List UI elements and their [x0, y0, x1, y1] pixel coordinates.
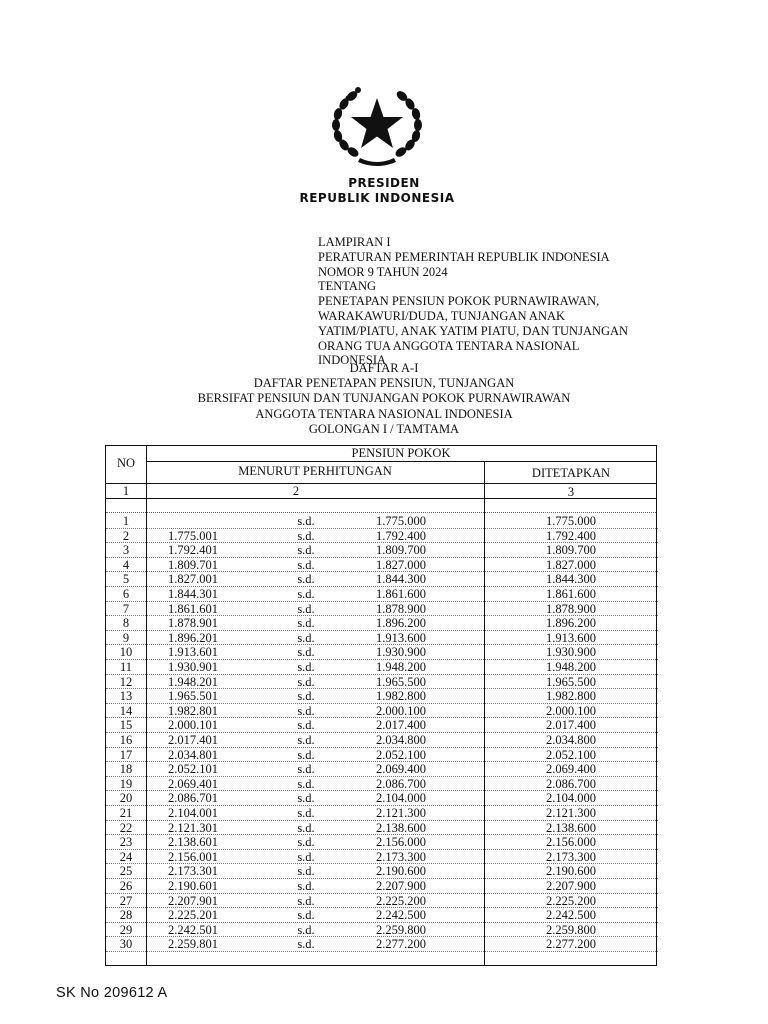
- row-to: 1.965.500: [376, 674, 426, 689]
- row-no: 2: [122, 528, 130, 543]
- list-title-line: GOLONGAN I / TAMTAMA: [308, 421, 460, 436]
- row-set: 1.827.000: [546, 557, 596, 572]
- table-row: [106, 748, 658, 763]
- row-from: 1.896.201: [168, 630, 218, 645]
- row-no: 15: [119, 718, 133, 733]
- table-row: [106, 777, 658, 792]
- row-to: 2.121.300: [376, 806, 426, 820]
- row-set: 2.207.900: [546, 879, 596, 893]
- row-no: 14: [119, 703, 133, 718]
- row-from: 2.017.401: [168, 733, 218, 747]
- table-row: [106, 704, 658, 719]
- row-set: 1.809.700: [546, 543, 596, 558]
- row-no: 4: [122, 557, 130, 572]
- row-from: 1.965.501: [168, 689, 218, 704]
- row-set: 1.913.600: [546, 630, 596, 645]
- attachment-line: NOMOR 9 TAHUN 2024: [318, 264, 448, 279]
- row-sd: s.d.: [297, 514, 315, 528]
- row-set: 1.896.200: [546, 616, 596, 631]
- row-sd: s.d.: [297, 776, 315, 791]
- table-row: [106, 850, 658, 865]
- table-row: [106, 660, 658, 675]
- row-sd: s.d.: [297, 922, 315, 937]
- row-to: 2.034.800: [376, 733, 426, 747]
- row-to: 1.861.600: [376, 587, 426, 601]
- row-to: 2.069.400: [376, 762, 426, 777]
- list-title-line: DAFTAR A-I: [349, 361, 419, 375]
- row-no: 25: [119, 864, 133, 879]
- row-to: 2.000.100: [376, 703, 426, 718]
- row-to: 1.930.900: [376, 645, 426, 660]
- row-set: 2.225.200: [546, 893, 596, 908]
- row-to: 2.156.000: [376, 835, 426, 850]
- table-row: [106, 602, 658, 617]
- row-from: 2.069.401: [168, 776, 218, 791]
- row-to: 1.827.000: [376, 557, 426, 572]
- row-sd: s.d.: [297, 835, 315, 850]
- row-set: 2.104.000: [546, 791, 596, 806]
- row-sd: s.d.: [297, 937, 315, 952]
- table-row: [106, 894, 658, 909]
- attachment-line: PENETAPAN PENSIUN POKOK PURNAWIRAWAN,: [318, 294, 600, 309]
- row-from: 2.173.301: [168, 864, 218, 879]
- table-row: [106, 587, 658, 602]
- attachment-line: TENTANG: [318, 279, 377, 294]
- table-row: [106, 616, 658, 631]
- row-sd: s.d.: [297, 747, 315, 762]
- row-no: 10: [119, 645, 133, 660]
- row-set: 1.844.300: [546, 572, 596, 587]
- table-row: [106, 514, 658, 529]
- row-to: 2.017.400: [376, 718, 426, 733]
- row-sd: s.d.: [297, 791, 315, 806]
- row-no: 7: [122, 601, 130, 616]
- row-sd: s.d.: [297, 820, 315, 835]
- row-no: 8: [122, 616, 130, 631]
- table-row: [106, 762, 658, 777]
- row-set: 2.138.600: [546, 820, 596, 835]
- table-row: [106, 572, 658, 587]
- row-set: 2.069.400: [546, 762, 596, 777]
- row-no: 23: [119, 835, 133, 850]
- row-set: 2.259.800: [546, 922, 596, 937]
- row-to: 2.086.700: [376, 776, 426, 791]
- table-row: [106, 558, 658, 573]
- table-row: [106, 689, 658, 704]
- row-set: 1.861.600: [546, 587, 596, 601]
- row-to: 2.225.200: [376, 893, 426, 908]
- row-from: 1.809.701: [168, 557, 218, 572]
- row-to: 2.190.600: [376, 864, 426, 879]
- row-sd: s.d.: [297, 849, 315, 864]
- row-from: 1.792.401: [168, 543, 218, 558]
- row-no: 1: [122, 514, 130, 528]
- header-calc: MENURUT PERHITUNGAN: [238, 464, 392, 478]
- table-row: [106, 543, 658, 558]
- row-set: 2.000.100: [546, 703, 596, 718]
- row-to: 1.792.400: [376, 528, 426, 543]
- row-set: 1.775.000: [546, 514, 596, 528]
- row-no: 22: [119, 820, 133, 835]
- row-no: 26: [119, 879, 133, 893]
- table-row: [106, 791, 658, 806]
- header-title-republic: REPUBLIK INDONESIA: [299, 191, 455, 205]
- row-set: 2.121.300: [546, 806, 596, 820]
- row-to: 1.878.900: [376, 601, 426, 616]
- row-to: 2.052.100: [376, 747, 426, 762]
- header-set: DITETAPKAN: [531, 466, 611, 480]
- row-set: 2.086.700: [546, 776, 596, 791]
- row-sd: s.d.: [297, 762, 315, 777]
- row-to: 1.982.800: [376, 689, 426, 704]
- row-from: 1.930.901: [168, 660, 218, 674]
- table-row: [106, 864, 658, 879]
- row-from: 1.878.901: [168, 616, 218, 631]
- header-col-2: 2: [292, 484, 300, 498]
- table-row: [106, 879, 658, 894]
- row-no: 20: [119, 791, 133, 806]
- attachment-line: ORANG TUA ANGGOTA TENTARA NASIONAL: [318, 338, 580, 353]
- row-from: 2.225.201: [168, 908, 218, 923]
- list-title-line: ANGGOTA TENTARA NASIONAL INDONESIA: [255, 406, 513, 421]
- row-set: 2.277.200: [546, 937, 596, 952]
- row-no: 29: [119, 922, 133, 937]
- table-row: [106, 835, 658, 850]
- row-sd: s.d.: [297, 660, 315, 674]
- table-row: [106, 806, 658, 821]
- row-from: 2.052.101: [168, 762, 218, 777]
- row-to: 1.844.300: [376, 572, 426, 587]
- row-no: 28: [119, 908, 133, 923]
- row-set: 2.242.500: [546, 908, 596, 923]
- row-from: 1.844.301: [168, 587, 218, 601]
- row-from: 2.242.501: [168, 922, 218, 937]
- row-to: 2.242.500: [376, 908, 426, 923]
- row-no: 16: [119, 733, 133, 747]
- row-sd: s.d.: [297, 616, 315, 631]
- row-no: 13: [119, 689, 133, 704]
- row-from: 1.861.601: [168, 601, 218, 616]
- row-sd: s.d.: [297, 572, 315, 587]
- laurel-right: [394, 89, 422, 159]
- list-title-block: [0, 361, 768, 437]
- row-sd: s.d.: [297, 557, 315, 572]
- attachment-line: LAMPIRAN I: [318, 235, 391, 249]
- row-to: 1.948.200: [376, 660, 426, 674]
- row-no: 17: [119, 747, 133, 762]
- row-sd: s.d.: [297, 543, 315, 558]
- row-sd: s.d.: [297, 733, 315, 747]
- row-from: 2.000.101: [168, 718, 218, 733]
- attachment-block: [318, 235, 628, 368]
- laurel-left: [332, 87, 361, 159]
- row-sd: s.d.: [297, 806, 315, 820]
- row-no: 27: [119, 893, 133, 908]
- row-to: 1.775.000: [376, 514, 426, 528]
- row-no: 21: [119, 806, 133, 820]
- row-no: 18: [119, 762, 133, 777]
- row-set: 1.930.900: [546, 645, 596, 660]
- row-set: 1.792.400: [546, 528, 596, 543]
- row-to: 2.277.200: [376, 937, 426, 952]
- list-title-line: BERSIFAT PENSIUN DAN TUNJANGAN POKOK PURNAWIRAWAN: [197, 391, 571, 406]
- row-sd: s.d.: [297, 528, 315, 543]
- row-from: 2.086.701: [168, 791, 218, 806]
- row-no: 19: [119, 776, 133, 791]
- row-from: 2.034.801: [168, 747, 218, 762]
- row-set: 1.982.800: [546, 689, 596, 704]
- row-set: 2.190.600: [546, 864, 596, 879]
- list-title-line: DAFTAR PENETAPAN PENSIUN, TUNJANGAN: [253, 376, 515, 391]
- row-set: 2.034.800: [546, 733, 596, 747]
- row-from: 1.982.801: [168, 703, 218, 718]
- sk-number: SK No 209612 A: [56, 985, 168, 1001]
- row-sd: s.d.: [297, 703, 315, 718]
- header-title-president: PRESIDEN: [348, 176, 420, 190]
- row-sd: s.d.: [297, 893, 315, 908]
- row-to: 2.259.800: [376, 922, 426, 937]
- row-sd: s.d.: [297, 601, 315, 616]
- row-from: 2.259.801: [168, 937, 218, 952]
- table-row: [106, 718, 658, 733]
- row-sd: s.d.: [297, 587, 315, 601]
- row-set: 1.965.500: [546, 674, 596, 689]
- table-row: [106, 908, 658, 923]
- row-from: 1.913.601: [168, 645, 218, 660]
- row-from: 2.156.001: [168, 849, 218, 864]
- row-from: 2.121.301: [168, 820, 218, 835]
- header-no: NO: [116, 456, 136, 470]
- row-sd: s.d.: [297, 689, 315, 704]
- row-sd: s.d.: [297, 645, 315, 660]
- row-to: 2.138.600: [376, 820, 426, 835]
- row-no: 3: [122, 543, 130, 558]
- table-row: [106, 821, 658, 836]
- row-from: 1.948.201: [168, 674, 218, 689]
- table-row: [106, 529, 658, 544]
- row-set: 2.017.400: [546, 718, 596, 733]
- row-from: 1.775.001: [168, 528, 218, 543]
- row-no: 5: [122, 572, 130, 587]
- row-from: 2.104.001: [168, 806, 218, 820]
- table-row: [106, 675, 658, 690]
- pension-table: [105, 445, 657, 966]
- star-wreath-emblem-icon: [322, 78, 432, 170]
- row-sd: s.d.: [297, 674, 315, 689]
- table-row: [106, 733, 658, 748]
- row-to: 2.104.000: [376, 791, 426, 806]
- row-to: 2.207.900: [376, 879, 426, 893]
- row-set: 2.173.300: [546, 849, 596, 864]
- attachment-line: PERATURAN PEMERINTAH REPUBLIK INDONESIA: [318, 249, 610, 264]
- table-row: [106, 937, 658, 952]
- row-sd: s.d.: [297, 630, 315, 645]
- row-from: 2.138.601: [168, 835, 218, 850]
- row-from: 2.190.601: [168, 879, 218, 893]
- attachment-line: WARAKAWURI/DUDA, TUNJANGAN ANAK: [318, 308, 566, 323]
- row-no: 6: [122, 587, 130, 601]
- row-sd: s.d.: [297, 864, 315, 879]
- row-to: 2.173.300: [376, 849, 426, 864]
- star-icon: [351, 98, 403, 148]
- header-pension-pokok: PENSIUN POKOK: [351, 446, 451, 460]
- row-set: 1.948.200: [546, 660, 596, 674]
- row-no: 12: [119, 674, 133, 689]
- row-to: 1.896.200: [376, 616, 426, 631]
- row-set: 2.156.000: [546, 835, 596, 850]
- header-col-3: 3: [567, 485, 575, 499]
- table-row: [106, 631, 658, 646]
- row-set: 2.052.100: [546, 747, 596, 762]
- attachment-line: YATIM/PIATU, ANAK YATIM PIATU, DAN TUNJANGAN: [318, 323, 629, 338]
- table-row: [106, 923, 658, 938]
- row-sd: s.d.: [297, 879, 315, 893]
- row-sd: s.d.: [297, 718, 315, 733]
- attachment-line: INDONESIA: [318, 353, 387, 368]
- row-to: 1.809.700: [376, 543, 426, 558]
- row-no: 24: [119, 849, 133, 864]
- row-no: 9: [122, 630, 130, 645]
- row-to: 1.913.600: [376, 630, 426, 645]
- row-set: 1.878.900: [546, 601, 596, 616]
- row-no: 30: [119, 937, 133, 952]
- row-sd: s.d.: [297, 908, 315, 923]
- header-col-1: 1: [122, 484, 130, 498]
- row-from: 1.827.001: [168, 572, 218, 587]
- row-from: 2.207.901: [168, 893, 218, 908]
- table-row: [106, 645, 658, 660]
- row-no: 11: [119, 660, 133, 674]
